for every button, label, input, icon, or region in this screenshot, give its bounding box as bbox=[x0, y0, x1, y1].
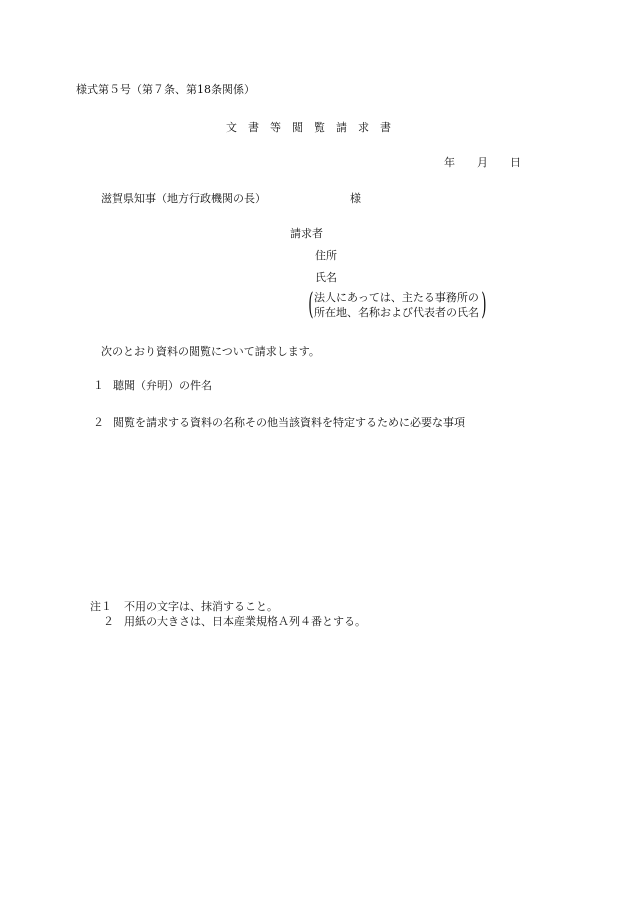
request-sentence: 次のとおり資料の閲覧について請求します。 bbox=[101, 345, 320, 358]
date-year-label: 年 bbox=[444, 156, 455, 169]
addressee-suffix: 様 bbox=[350, 192, 361, 205]
form-number: 様式第５号（第７条、第18条関係） bbox=[76, 83, 255, 96]
corporate-note-line2: 所在地、名称および代表者の氏名 bbox=[314, 306, 479, 319]
note-number: ２ bbox=[103, 615, 114, 628]
item-text: 閲覧を請求する資料の名称その他当該資料を特定するために必要な事項 bbox=[113, 416, 465, 429]
name-label: 氏名 bbox=[315, 271, 337, 284]
date-month-label: 月 bbox=[477, 156, 488, 169]
item-number: １ bbox=[93, 379, 104, 392]
note-number: 注１ bbox=[90, 600, 112, 613]
note-1 bbox=[90, 600, 278, 614]
open-paren: ( bbox=[308, 287, 314, 322]
requester-label: 請求者 bbox=[290, 227, 323, 240]
item-case-name bbox=[93, 379, 212, 393]
addressee: 滋賀県知事（地方行政機関の長） bbox=[101, 192, 266, 205]
item-material-details bbox=[93, 416, 465, 430]
note-text: 不用の文字は、抹消すること。 bbox=[124, 600, 278, 613]
corporate-note bbox=[306, 287, 487, 322]
note-2 bbox=[103, 615, 366, 629]
item-text: 聴聞（弁明）の件名 bbox=[113, 379, 212, 392]
close-paren: ) bbox=[481, 287, 487, 322]
document-title: 文 書 等 閲 覧 請 求 書 bbox=[226, 121, 391, 134]
date-line bbox=[444, 156, 521, 170]
address-label: 住所 bbox=[315, 249, 337, 262]
date-day-label: 日 bbox=[510, 156, 521, 169]
item-number: ２ bbox=[93, 416, 104, 429]
corporate-note-line1: 法人にあっては、主たる事務所の bbox=[314, 291, 479, 304]
note-text: 用紙の大きさは、日本産業規格Ａ列４番とする。 bbox=[124, 615, 366, 628]
